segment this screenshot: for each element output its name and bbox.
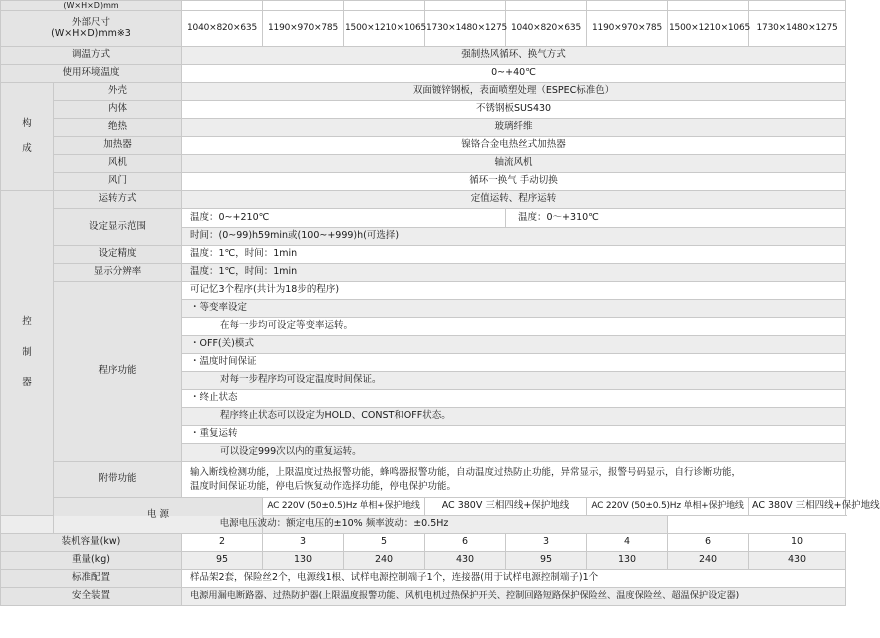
construction-item-label: 加热器 bbox=[54, 137, 182, 155]
construction-item-value: 双面镀锌钢板，表面喷塑处理（ESPEC标准色） bbox=[182, 83, 846, 101]
construction-row bbox=[1, 101, 846, 119]
capacity-row bbox=[1, 534, 846, 552]
capacity-cell: 6 bbox=[425, 534, 506, 552]
safety-row bbox=[1, 588, 846, 606]
extra-function-line: 输入断线检测功能，上限温度过热报警功能，蜂鸣器报警功能，自动温度过热防止功能，异常显示，报警号码显示，自行诊断功能， bbox=[190, 466, 742, 478]
dimension-cell: 1190×970×785 bbox=[587, 11, 668, 47]
power-supply: AC 380V 三相四线+保护地线 bbox=[749, 498, 846, 516]
setting-range-temp-b: 温度：0～+310℃ bbox=[506, 209, 846, 228]
weight-cell: 130 bbox=[587, 552, 668, 570]
safety-value: 电源用漏电断路器、过热防护器(上限温度报警功能、风机电机过热保护开关、控制回路短路保护保险丝、温度保险丝、超温保护设定器) bbox=[182, 588, 846, 606]
safety-label: 安全装置 bbox=[1, 588, 182, 606]
capacity-cell: 3 bbox=[506, 534, 587, 552]
capacity-cell: 3 bbox=[263, 534, 344, 552]
extra-function-label: 附带功能 bbox=[54, 462, 182, 498]
program-row bbox=[1, 282, 846, 300]
program-line: 可以设定999次以内的重复运转。 bbox=[182, 444, 846, 462]
power-fluctuation-row bbox=[1, 516, 846, 534]
program-label: 程序功能 bbox=[54, 282, 182, 462]
program-line: 在每一步均可设定等变率运转。 bbox=[182, 318, 846, 336]
capacity-cell: 2 bbox=[182, 534, 263, 552]
dimension-cell: 1500×1210×1065 bbox=[344, 11, 425, 47]
controller-row bbox=[1, 264, 846, 282]
power-supply: AC 220V (50±0.5)Hz 单相+保护地线 bbox=[587, 498, 749, 516]
construction-item-label: 绝热 bbox=[54, 119, 182, 137]
weight-cell: 130 bbox=[263, 552, 344, 570]
ambient-temp-label: 使用环境温度 bbox=[1, 65, 182, 83]
dimension-cell: 1040×820×635 bbox=[182, 11, 263, 47]
extra-function-value bbox=[182, 462, 846, 498]
power-label: 电 源 bbox=[54, 498, 263, 534]
accuracy-value: 温度：1℃，时间：1min bbox=[182, 246, 846, 264]
partial-top-row bbox=[1, 1, 846, 11]
construction-row bbox=[1, 83, 846, 101]
operation-value: 定值运转、程序运转 bbox=[182, 191, 846, 209]
ambient-temp-row bbox=[1, 65, 846, 83]
controller-group-label bbox=[1, 191, 54, 516]
dimension-label-unit: (W×H×D)mm※3 bbox=[51, 27, 131, 39]
capacity-label: 装机容量(kw) bbox=[1, 534, 182, 552]
accuracy-label: 设定精度 bbox=[54, 246, 182, 264]
dimension-label bbox=[1, 11, 182, 47]
construction-item-value: 镍铬合金电热丝式加热器 bbox=[182, 137, 846, 155]
construction-char: 构 bbox=[22, 117, 32, 129]
construction-item-value: 不锈钢板SUS430 bbox=[182, 101, 846, 119]
dimension-cell: 1040×820×635 bbox=[506, 11, 587, 47]
power-row bbox=[1, 498, 846, 516]
resolution-value: 温度：1℃，时间：1min bbox=[182, 264, 846, 282]
construction-item-value: 轴流风机 bbox=[182, 155, 846, 173]
dimension-cell: 1730×1480×1275 bbox=[425, 11, 506, 47]
construction-item-value: 玻璃纤维 bbox=[182, 119, 846, 137]
construction-item-label: 风机 bbox=[54, 155, 182, 173]
construction-group-label bbox=[1, 83, 54, 191]
weight-cell: 95 bbox=[182, 552, 263, 570]
dimension-row bbox=[1, 11, 846, 47]
temp-control-row bbox=[1, 47, 846, 65]
controller-row bbox=[1, 246, 846, 264]
construction-item-value: 循环一换气 手动切换 bbox=[182, 173, 846, 191]
temp-control-value: 强制热风循环、换气方式 bbox=[182, 47, 846, 65]
construction-row bbox=[1, 155, 846, 173]
standard-label: 标准配置 bbox=[1, 570, 182, 588]
controller-char: 器 bbox=[22, 377, 32, 389]
ambient-temp-value: 0~+40℃ bbox=[182, 65, 846, 83]
setting-range-temp-a: 温度：0~+210℃ bbox=[182, 209, 506, 228]
capacity-cell: 4 bbox=[587, 534, 668, 552]
weight-cell: 430 bbox=[425, 552, 506, 570]
extra-function-line: 温度时间保证功能，停电后恢复动作选择功能，停电保护功能。 bbox=[190, 480, 457, 492]
weight-cell: 240 bbox=[668, 552, 749, 570]
program-line: 对每一步程序均可设定温度时间保证。 bbox=[182, 372, 846, 390]
weight-cell: 95 bbox=[506, 552, 587, 570]
controller-row bbox=[1, 209, 846, 228]
construction-item-label: 外壳 bbox=[54, 83, 182, 101]
power-supply: AC 220V (50±0.5)Hz 单相+保护地线 bbox=[263, 498, 425, 516]
operation-label: 运转方式 bbox=[54, 191, 182, 209]
dimension-cell: 1730×1480×1275 bbox=[749, 11, 846, 47]
capacity-cell: 5 bbox=[344, 534, 425, 552]
capacity-cell: 6 bbox=[668, 534, 749, 552]
construction-char: 成 bbox=[22, 142, 32, 154]
construction-row bbox=[1, 173, 846, 191]
temp-control-label: 调温方式 bbox=[1, 47, 182, 65]
dimension-cell: 1190×970×785 bbox=[263, 11, 344, 47]
weight-cell: 430 bbox=[749, 552, 846, 570]
construction-row bbox=[1, 137, 846, 155]
weight-row bbox=[1, 552, 846, 570]
dimension-label-title: 外部尺寸 bbox=[72, 16, 111, 28]
standard-row bbox=[1, 570, 846, 588]
power-fluctuation: 电源电压波动：额定电压的±10% 频率波动：±0.5Hz bbox=[1, 516, 668, 534]
setting-range-time: 时间：(0~99)h59min或(100~+999)h(可选择) bbox=[182, 228, 846, 246]
controller-char: 控 bbox=[22, 315, 32, 327]
program-line: ・终止状态 bbox=[182, 390, 846, 408]
program-line: 程序终止状态可以设定为HOLD、CONST和OFF状态。 bbox=[182, 408, 846, 426]
setting-range-label: 设定显示范围 bbox=[54, 209, 182, 246]
program-line: ・重复运转 bbox=[182, 426, 846, 444]
power-supply: AC 380V 三相四线+保护地线 bbox=[425, 498, 587, 516]
construction-item-label: 内体 bbox=[54, 101, 182, 119]
weight-cell: 240 bbox=[344, 552, 425, 570]
extra-function-row bbox=[1, 462, 846, 498]
standard-value: 样品架2套，保险丝2个，电源线1根、试样电源控制端子1个，连接器(用于试样电源控制端子)1个 bbox=[182, 570, 846, 588]
resolution-label: 显示分辨率 bbox=[54, 264, 182, 282]
program-line: 可记忆3个程序(共计为18步的程序) bbox=[182, 282, 846, 300]
controller-row bbox=[1, 191, 846, 209]
program-line: ・温度时间保证 bbox=[182, 354, 846, 372]
construction-row bbox=[1, 119, 846, 137]
controller-char: 制 bbox=[22, 346, 32, 358]
construction-item-label: 风门 bbox=[54, 173, 182, 191]
capacity-cell: 10 bbox=[749, 534, 846, 552]
program-line: ・等变率设定 bbox=[182, 300, 846, 318]
partial-label: (W×H×D)mm bbox=[1, 1, 182, 11]
weight-label: 重量(kg) bbox=[1, 552, 182, 570]
program-line: ・OFF(关)模式 bbox=[182, 336, 846, 354]
dimension-cell: 1500×1210×1065 bbox=[668, 11, 749, 47]
